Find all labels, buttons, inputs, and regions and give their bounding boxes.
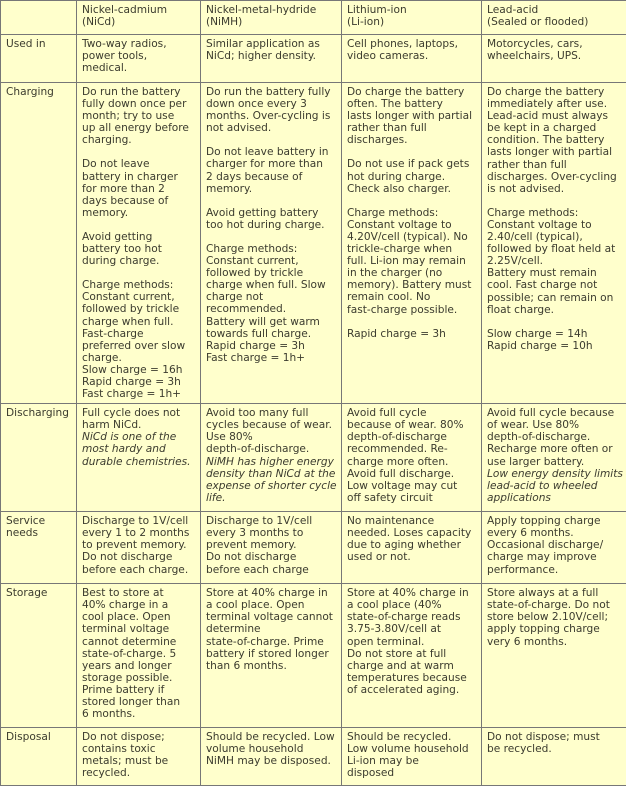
cell-storage-nicd [77,584,201,728]
cell-note-line: NiMH has higher energy [206,456,338,468]
cell-text-line: up all energy before [82,122,197,134]
paragraph-gap [82,219,197,231]
cell-text-line: No maintenance [347,515,478,527]
cell-text-line: Avoid full discharge. [347,468,478,480]
cell-text-line: preferred over slow [82,340,197,352]
cell-text-line: Avoid too many full [206,407,338,419]
cell-text-line: Similar application as [206,38,338,50]
cell-text-line: during charge. [82,255,197,267]
cell-text-line: store below 2.10V/cell; [487,611,623,623]
row-label [1,512,77,584]
row-label-line: Used in [6,38,73,50]
cell-storage-nimh [201,584,342,728]
cell-text-line: Avoid full cycle [347,407,478,419]
cell-text-line: open terminal. [347,636,478,648]
cell-text-line: remain cool. No [347,291,478,303]
table-row-storage [1,584,626,728]
cell-text-line: discharges. [347,134,478,146]
header-title: Lead-acid [487,4,623,16]
cell-note-line: durable chemistries. [82,456,197,468]
header-lead-acid [482,1,626,35]
cell-text-line: Lead-acid must always [487,110,623,122]
cell-text-line: storage possible. [82,672,197,684]
cell-text-line: Constant voltage to [347,219,478,231]
row-label [1,35,77,83]
paragraph-gap [82,267,197,279]
cell-text-line: recommended. [206,303,338,315]
cell-text-line: temperatures because [347,672,478,684]
cell-text-line: Charge methods: [206,243,338,255]
header-subtitle: (NiCd) [82,16,197,28]
cell-service-needs-lead-acid [482,512,626,584]
cell-text-line: possible; can remain on [487,292,623,304]
cell-text-line: Do run the battery fully [206,86,338,98]
cell-text-line: cool. Fast charge not [487,279,623,291]
cell-text-line: Do charge the battery [487,86,623,98]
cell-text-line: off safety circuit [347,492,478,504]
cell-text-line: Do not dispose; must [487,731,623,743]
paragraph-gap [82,146,197,158]
cell-text-line: days because of [82,195,197,207]
cell-discharging-li-ion [342,404,482,512]
cell-text-line: Do not discharge [82,551,197,563]
cell-text-line: power tools, [82,50,197,62]
cell-text-line: Do run the battery [82,86,197,98]
cell-text-line: 2.25V/cell. [487,255,623,267]
cell-text-line: Do not dispose; [82,731,197,743]
paragraph-gap [487,316,623,328]
cell-text-line: down once every 3 [206,98,338,110]
cell-text-line: performance. [487,564,623,576]
cell-text-line: Do not use if pack gets [347,158,478,170]
cell-text-line: before each charge. [82,564,197,576]
header-nimh [201,1,342,35]
cell-note-line: most hardy and [82,443,197,455]
cell-text-line: 3.75-3.80V/cell at [347,623,478,635]
cell-text-line: recycled. [82,767,197,779]
cell-charging-nicd [77,83,201,404]
cell-text-line: Battery must remain [487,267,623,279]
cell-text-line: for more than 2 [82,183,197,195]
cell-text-line: charge not [206,291,338,303]
cell-text-line: recommended. Re- [347,443,478,455]
cell-service-needs-nimh [201,512,342,584]
cell-text-line: trickle-charge when [347,243,478,255]
row-label-line: Charging [6,86,73,98]
cell-text-line: discharges. Over-cycling [487,171,623,183]
cell-note-line: NiCd is one of the [82,431,197,443]
cell-text-line: charge when full. [82,316,197,328]
cell-text-line: battery in charger [82,171,197,183]
cell-text-line: Avoid getting battery [206,207,338,219]
cell-text-line: Rapid charge = 10h [487,340,623,352]
cell-text-line: charging. [82,134,197,146]
cell-text-line: Should be recycled. [347,731,478,743]
cell-text-line: cannot determine [82,636,197,648]
cell-text-line: Two-way radios, [82,38,197,50]
cell-text-line: Avoid full cycle because [487,407,623,419]
cell-text-line: Fast charge = 1h+ [82,388,197,400]
row-label [1,584,77,728]
cell-text-line: video cameras. [347,50,478,62]
cell-text-line: due to aging whether [347,539,478,551]
cell-text-line: needed. Loses capacity [347,527,478,539]
cell-text-line: rather than full [347,122,478,134]
cell-text-line: Prime battery if [82,684,197,696]
cell-text-line: determine [206,623,338,635]
cell-text-line: charge. [82,352,197,364]
cell-text-line: Check also charger. [347,183,478,195]
row-label-line: Storage [6,587,73,599]
cell-text-line: battery if stored longer [206,648,338,660]
cell-text-line: Motorcycles, cars, [487,38,623,50]
cell-text-line: full. Li-ion may remain [347,255,478,267]
cell-text-line: months. Over-cycling is [206,110,338,122]
cell-discharging-nicd [77,404,201,512]
cell-text-line: Recharge more often or [487,443,623,455]
cell-text-line: NiCd; higher density. [206,50,338,62]
header-subtitle: (Li-ion) [347,16,478,28]
row-label [1,728,77,786]
cell-text-line: Store at 40% charge in [347,587,478,599]
cell-text-line: charger for more than [206,158,338,170]
cell-text-line: Full cycle does not [82,407,197,419]
cell-text-line: state-of-charge. Do not [487,599,623,611]
cell-text-line: Charge methods: [347,207,478,219]
cell-text-line: use larger battery. [487,456,623,468]
cell-disposal-nimh [201,728,342,786]
cell-text-line: 40% charge in a [82,599,197,611]
cell-text-line: Apply topping charge [487,515,623,527]
cell-text-line: depth-of-discharge. [487,431,623,443]
table-body [1,1,626,786]
cell-text-line: followed by float held at [487,243,623,255]
cell-text-line: disposed [347,767,478,779]
cell-disposal-nicd [77,728,201,786]
cell-text-line: not advised. [206,122,338,134]
header-title: Nickel-metal-hydride [206,4,338,16]
row-label [1,83,77,404]
row-label-line: Service [6,515,73,527]
cell-text-line: lasts longer with partial [347,110,478,122]
header-title: Nickel-cadmium [82,4,197,16]
row-label-line: Discharging [6,407,73,419]
cell-text-line: wheelchairs, UPS. [487,50,623,62]
cell-text-line: apply topping charge [487,623,623,635]
cell-text-line: contains toxic [82,743,197,755]
cell-text-line: Fast-charge [82,328,197,340]
cell-text-line: Constant current, [206,255,338,267]
cell-text-line: prevent memory. [206,539,338,551]
cell-used-in-li-ion [342,35,482,83]
cell-text-line: Low voltage may cut [347,480,478,492]
cell-text-line: condition. The battery [487,134,623,146]
cell-text-line: fully down once per [82,98,197,110]
cell-text-line: towards full charge. [206,328,338,340]
cell-text-line: 2 days because of [206,171,338,183]
cell-text-line: Use 80% [206,431,338,443]
cell-text-line: Rapid charge = 3h [347,328,478,340]
cell-text-line: Charge methods: [82,279,197,291]
cell-note-line: expense of shorter cycle [206,480,338,492]
header-subtitle: (Sealed or flooded) [487,16,623,28]
cell-used-in-nicd [77,35,201,83]
cell-text-line: 6 months. [82,708,197,720]
cell-text-line: 2.40/cell (typical), [487,231,623,243]
cell-text-line: float charge. [487,304,623,316]
cell-text-line: a cool place. Open [206,599,338,611]
cell-text-line: Do not leave battery in [206,146,338,158]
cell-note-line: lead-acid to wheeled [487,480,623,492]
cell-text-line: Rapid charge = 3h [206,340,338,352]
cell-storage-lead-acid [482,584,626,728]
cell-text-line: a cool place (40% [347,599,478,611]
paragraph-gap [206,195,338,207]
cell-text-line: followed by trickle [206,267,338,279]
cell-text-line: too hot during charge. [206,219,338,231]
table-row-disposal [1,728,626,786]
row-label-line: needs [6,527,73,539]
cell-text-line: of wear. Use 80% [487,419,623,431]
cell-used-in-lead-acid [482,35,626,83]
row-label-line: Disposal [6,731,73,743]
cell-text-line: terminal voltage [82,623,197,635]
cell-text-line: charge and at warm [347,660,478,672]
cell-service-needs-li-ion [342,512,482,584]
cell-disposal-li-ion [342,728,482,786]
cell-text-line: to prevent memory. [82,539,197,551]
paragraph-gap [347,316,478,328]
cell-text-line: depth-of-discharge. [206,443,338,455]
cell-text-line: because of wear. 80% [347,419,478,431]
row-label [1,404,77,512]
cell-text-line: than 6 months. [206,660,338,672]
cell-text-line: every 1 to 2 months [82,527,197,539]
cell-text-line: 4.20V/cell (typical). No [347,231,478,243]
cell-text-line: NiMH may be disposed. [206,755,338,767]
cell-text-line: cool place. Open [82,611,197,623]
cell-text-line: Store always at a full [487,587,623,599]
cell-text-line: Li-ion may be [347,755,478,767]
cell-text-line: terminal voltage cannot [206,611,338,623]
cell-text-line: Occasional discharge/ [487,539,623,551]
cell-text-line: memory). Battery must [347,279,478,291]
cell-text-line: Slow charge = 14h [487,328,623,340]
cell-text-line: Discharge to 1V/cell [82,515,197,527]
cell-text-line: Do not discharge [206,551,338,563]
cell-disposal-lead-acid [482,728,626,786]
cell-text-line: Cell phones, laptops, [347,38,478,50]
cell-text-line: Do not store at full [347,648,478,660]
cell-text-line: Slow charge = 16h [82,364,197,376]
header-nicd [77,1,201,35]
cell-text-line: hot during charge. [347,171,478,183]
header-row [1,1,626,35]
cell-text-line: battery too hot [82,243,197,255]
cell-text-line: in the charger (no [347,267,478,279]
cell-storage-li-ion [342,584,482,728]
paragraph-gap [347,195,478,207]
cell-text-line: lasts longer with partial [487,146,623,158]
cell-note-line: life. [206,492,338,504]
cell-charging-nimh [201,83,342,404]
cell-text-line: used or not. [347,551,478,563]
cell-discharging-nimh [201,404,342,512]
cell-service-needs-nicd [77,512,201,584]
cell-text-line: years and longer [82,660,197,672]
cell-text-line: immediately after use. [487,98,623,110]
cell-text-line: Low volume household [347,743,478,755]
cell-text-line: Do not leave [82,158,197,170]
cell-text-line: depth-of-discharge [347,431,478,443]
cell-charging-li-ion [342,83,482,404]
cell-note-line: Low energy density limits [487,468,623,480]
cell-text-line: Should be recycled. Low [206,731,338,743]
cell-text-line: of accelerated aging. [347,684,478,696]
cell-text-line: rather than full [487,159,623,171]
cell-note-line: applications [487,492,623,504]
cell-text-line: often. The battery [347,98,478,110]
cell-discharging-lead-acid [482,404,626,512]
cell-text-line: before each charge [206,564,338,576]
cell-text-line: medical. [82,62,197,74]
cell-text-line: metals; must be [82,755,197,767]
cell-text-line: Fast charge = 1h+ [206,352,338,364]
table-row-service-needs [1,512,626,584]
cell-text-line: charge when full. Slow [206,279,338,291]
cell-text-line: state-of-charge. 5 [82,648,197,660]
table-row-charging [1,83,626,404]
cell-text-line: Constant voltage to [487,219,623,231]
cell-text-line: every 3 months to [206,527,338,539]
header-subtitle: (NiMH) [206,16,338,28]
cell-text-line: followed by trickle [82,303,197,315]
cell-text-line: charge more often. [347,456,478,468]
cell-text-line: stored longer than [82,696,197,708]
cell-text-line: charge may improve [487,551,623,563]
cell-text-line: memory. [206,183,338,195]
paragraph-gap [206,134,338,146]
paragraph-gap [206,231,338,243]
cell-text-line: Constant current, [82,291,197,303]
paragraph-gap [487,195,623,207]
cell-text-line: is not advised. [487,183,623,195]
cell-text-line: Rapid charge = 3h [82,376,197,388]
cell-text-line: volume household [206,743,338,755]
cell-text-line: very 6 months. [487,636,623,648]
cell-used-in-nimh [201,35,342,83]
cell-text-line: Discharge to 1V/cell [206,515,338,527]
cell-text-line: Charge methods: [487,207,623,219]
cell-text-line: Best to store at [82,587,197,599]
cell-note-line: density than NiCd at the [206,468,338,480]
table-row-discharging [1,404,626,512]
cell-text-line: state-of-charge. Prime [206,636,338,648]
header-title: Lithium-ion [347,4,478,16]
paragraph-gap [347,146,478,158]
cell-text-line: Store at 40% charge in [206,587,338,599]
cell-text-line: Battery will get warm [206,316,338,328]
header-li-ion [342,1,482,35]
cell-text-line: every 6 months. [487,527,623,539]
cell-text-line: cycles because of wear. [206,419,338,431]
cell-charging-lead-acid [482,83,626,404]
cell-text-line: harm NiCd. [82,419,197,431]
cell-text-line: be recycled. [487,743,623,755]
cell-text-line: Avoid getting [82,231,197,243]
cell-text-line: state-of-charge reads [347,611,478,623]
cell-text-line: month; try to use [82,110,197,122]
cell-text-line: memory. [82,207,197,219]
cell-text-line: Do charge the battery [347,86,478,98]
cell-text-line: fast-charge possible. [347,304,478,316]
corner-cell [1,1,77,35]
cell-text-line: be kept in a charged [487,122,623,134]
table-row-used-in [1,35,626,83]
